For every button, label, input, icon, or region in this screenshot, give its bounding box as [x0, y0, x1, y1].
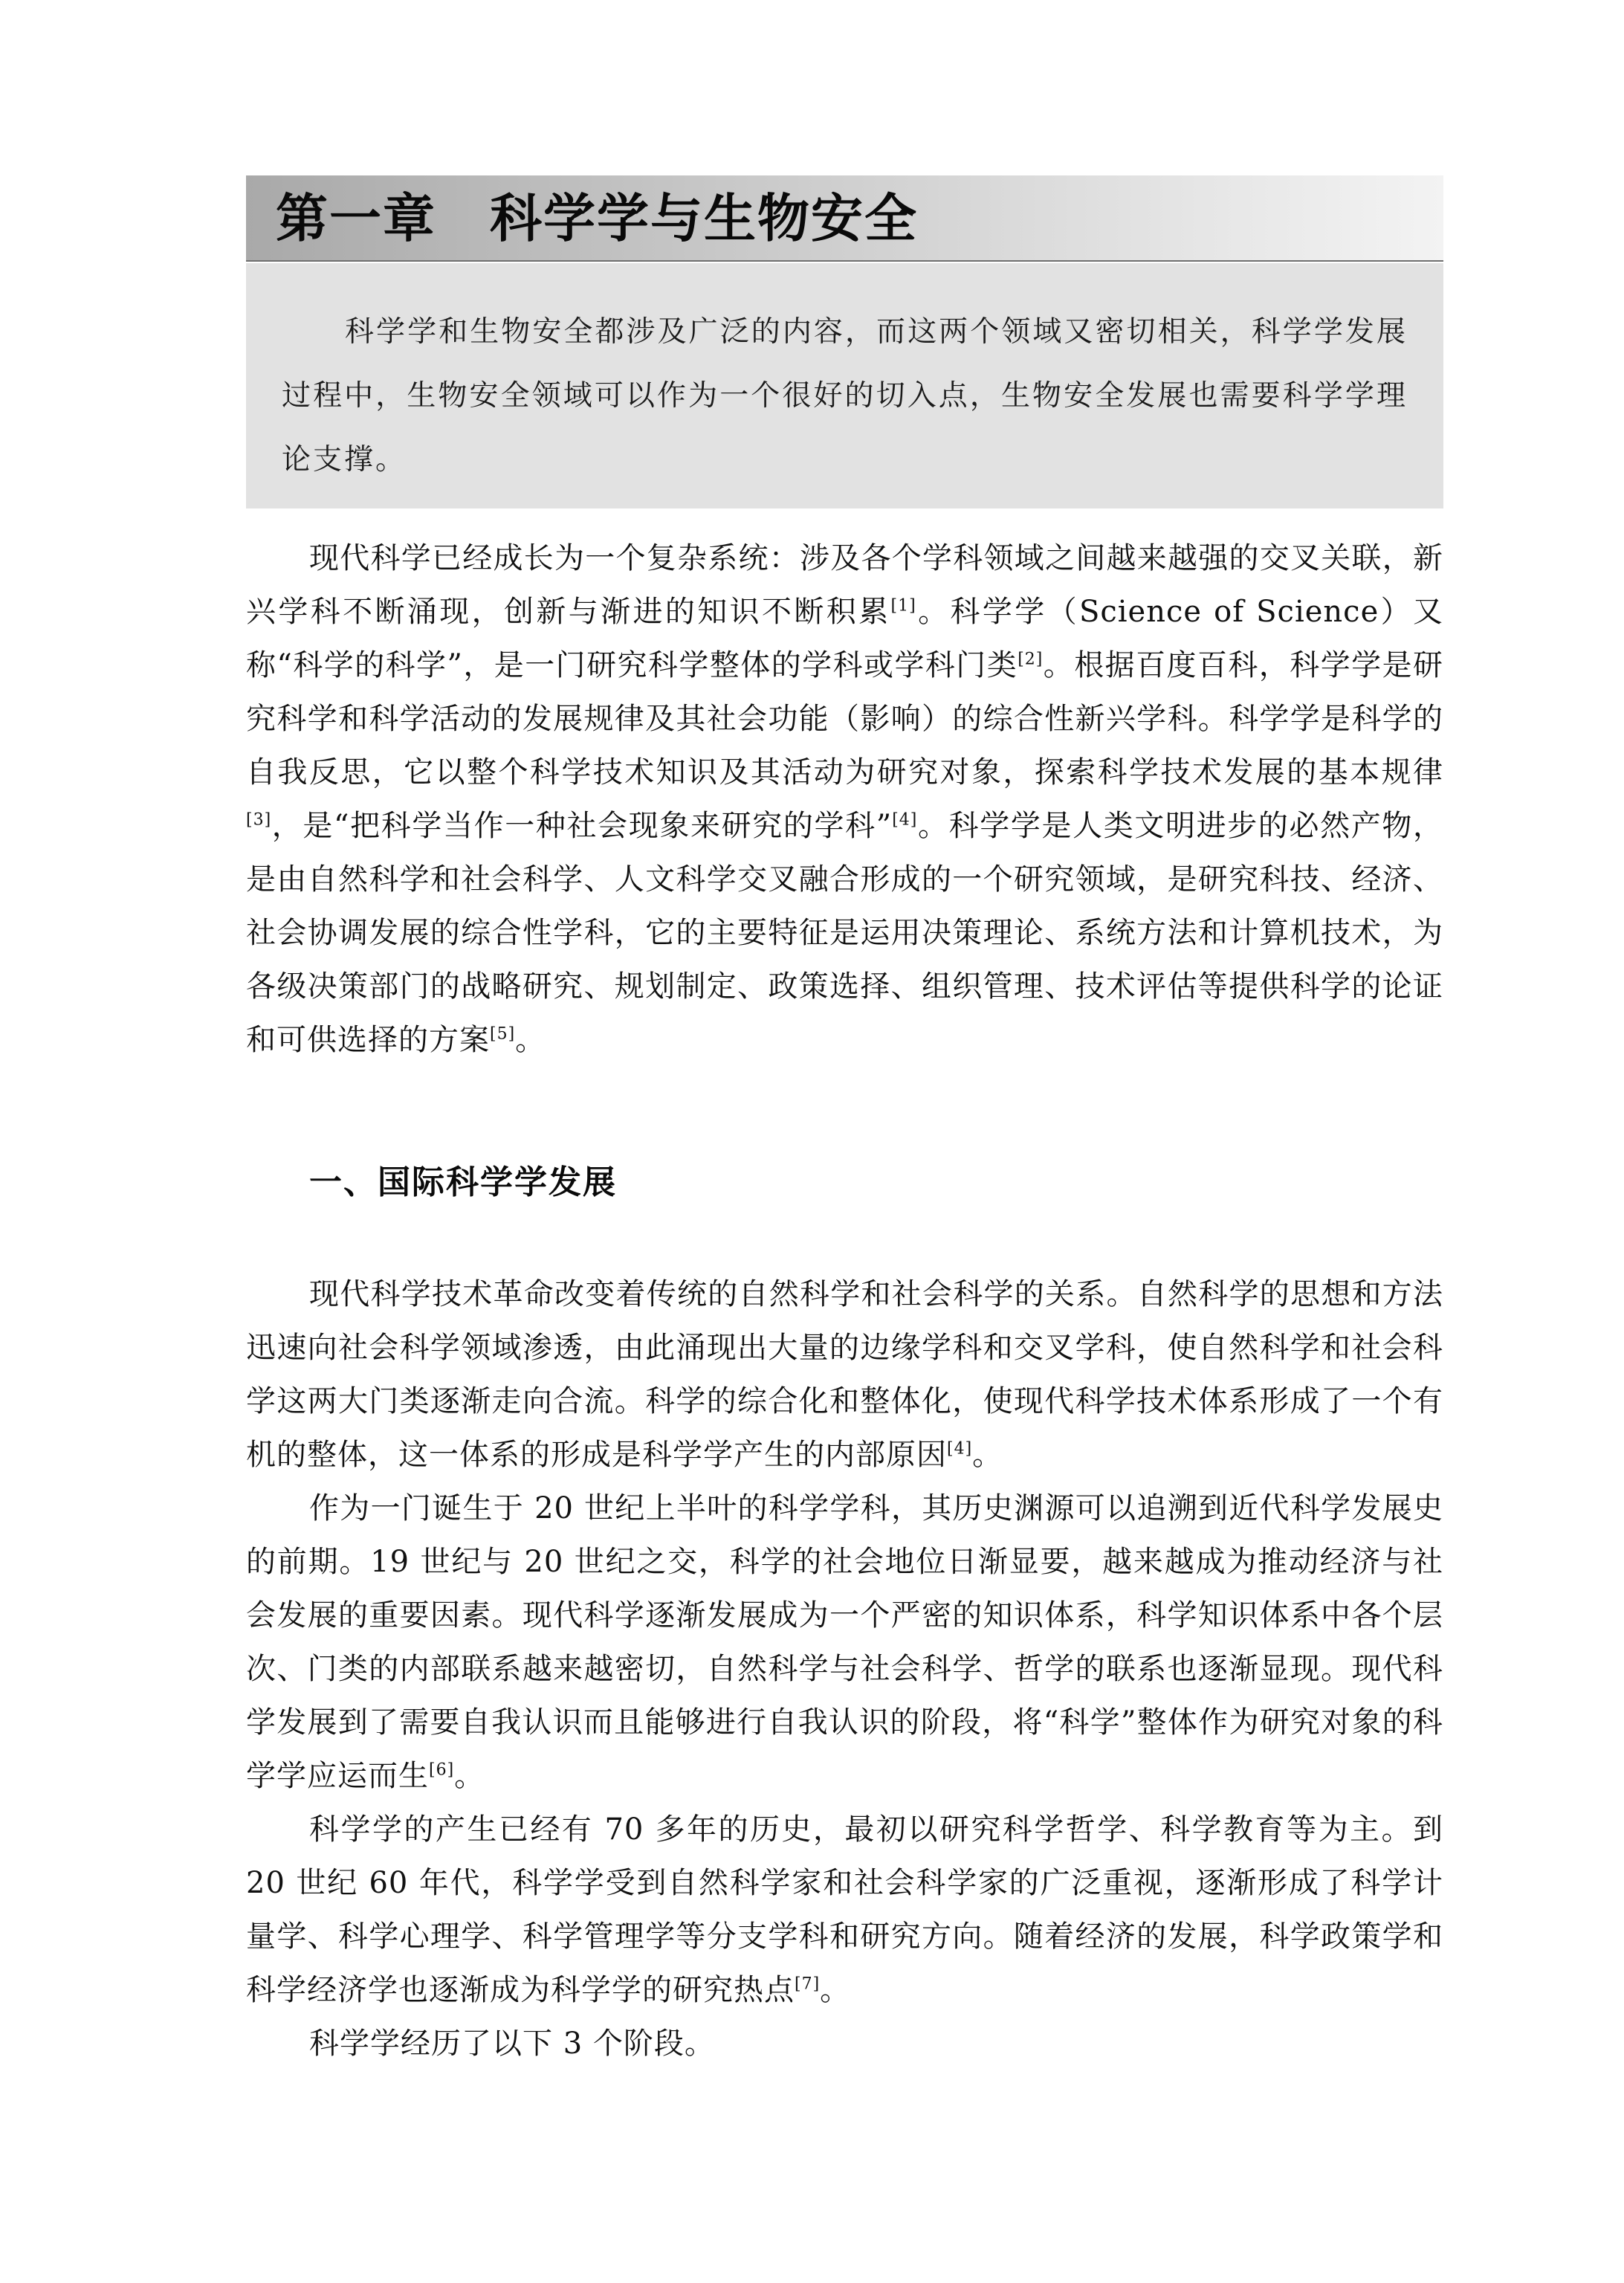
section-heading: 一、国际科学学发展 — [309, 1163, 617, 1201]
section-paragraph-3 — [246, 1803, 1443, 2017]
citation-ref: [4] — [947, 1439, 973, 1459]
citation-ref: [4] — [892, 810, 918, 830]
chapter-header — [246, 175, 1443, 262]
text-run: 。科学学（Science of Science）又称“科学的科学”，是一门研究科学整体的学科或学科门类 — [246, 595, 1443, 682]
section-paragraph-2 — [246, 1482, 1443, 1803]
citation-ref: [3] — [246, 810, 272, 830]
text-run: 。科学学是人类文明进步的必然产物，是由自然科学和社会科学、人文科学交叉融合形成的一个研究领域，是研究科技、经济、社会协调发展的综合性学科，它的主要特征是运用决策理论、系统方法和计算机技术，为各级决策部门的战略研究、规划制定、政策选择、组织管理、技术评估等提供科学的论证和可供选择的方案 — [246, 809, 1443, 1057]
text-run: 现代科学技术革命改变着传统的自然科学和社会科学的关系。自然科学的思想和方法迅速向社会科学领域渗透，由此涌现出大量的边缘学科和交叉学科，使自然科学和社会科学这两大门类逐渐走向合流。科学的综合化和整体化，使现代科学技术体系形成了一个有机的整体，这一体系的形成是科学学产生的内部原因 — [246, 1277, 1443, 1472]
text-run: 。根据百度百科，科学学是研究科学和科学活动的发展规律及其社会功能（影响）的综合性新兴学科。科学学是科学的自我反思，它以整个科学技术知识及其活动为研究对象，探索科学技术发展的基本规律 — [246, 648, 1443, 789]
chapter-abstract-box — [246, 263, 1443, 508]
intro-section — [246, 532, 1443, 1067]
citation-ref: [7] — [795, 1974, 821, 1994]
text-run: ，是“把科学当作一种社会现象来研究的学科” — [271, 809, 893, 843]
section-body — [246, 1268, 1443, 2070]
text-run: 科学学的产生已经有 70 多年的历史，最初以研究科学哲学、科学教育等为主。到 20 世纪 60 年代，科学学受到自然科学家和社会科学家的广泛重视，逐渐形成了科学计量学、科学心理学、科学管理学等分支学科和研究方向。随着经济的发展，科学政策学和科学经济学也逐渐成为科学学的研究热点 — [246, 1812, 1443, 2007]
citation-ref: [1] — [890, 596, 916, 616]
text-run: 。 — [972, 1438, 1003, 1472]
section-paragraph-1 — [246, 1268, 1443, 1482]
chapter-abstract: 科学学和生物安全都涉及广泛的内容，而这两个领域又密切相关，科学学发展过程中，生物安全领域可以作为一个很好的切入点，生物安全发展也需要科学学理论支撑。 — [282, 315, 1408, 477]
text-run: 。 — [454, 1759, 485, 1793]
text-run: 。 — [820, 1973, 851, 2007]
citation-ref: [2] — [1018, 650, 1044, 669]
citation-ref: [6] — [429, 1760, 455, 1780]
text-run: 现代科学已经成长为一个复杂系统：涉及各个学科领域之间越来越强的交叉关联，新兴学科不断涌现，创新与渐进的知识不断积累 — [246, 541, 1443, 629]
text-run: 作为一门诞生于 20 世纪上半叶的科学学科，其历史渊源可以追溯到近代科学发展史的前期。19 世纪与 20 世纪之交，科学的社会地位日渐显要，越来越成为推动经济与社会发展的重要因素。现代科学逐渐发展成为一个严密的知识体系，科学知识体系中各个层次、门类的内部联系越来越密切，自然科学与社会科学、哲学的联系也逐渐显现。现代科学发展到了需要自我认识而且能够进行自我认识的阶段，将“科学”整体作为研究对象的科学学应运而生 — [246, 1491, 1443, 1793]
text-run: 。 — [515, 1023, 546, 1057]
intro-paragraph — [246, 532, 1443, 1067]
chapter-title: 第一章 科学学与生物安全 — [276, 187, 918, 249]
citation-ref: [5] — [490, 1024, 516, 1044]
section-paragraph-4: 科学学经历了以下 3 个阶段。 — [309, 2027, 715, 2061]
